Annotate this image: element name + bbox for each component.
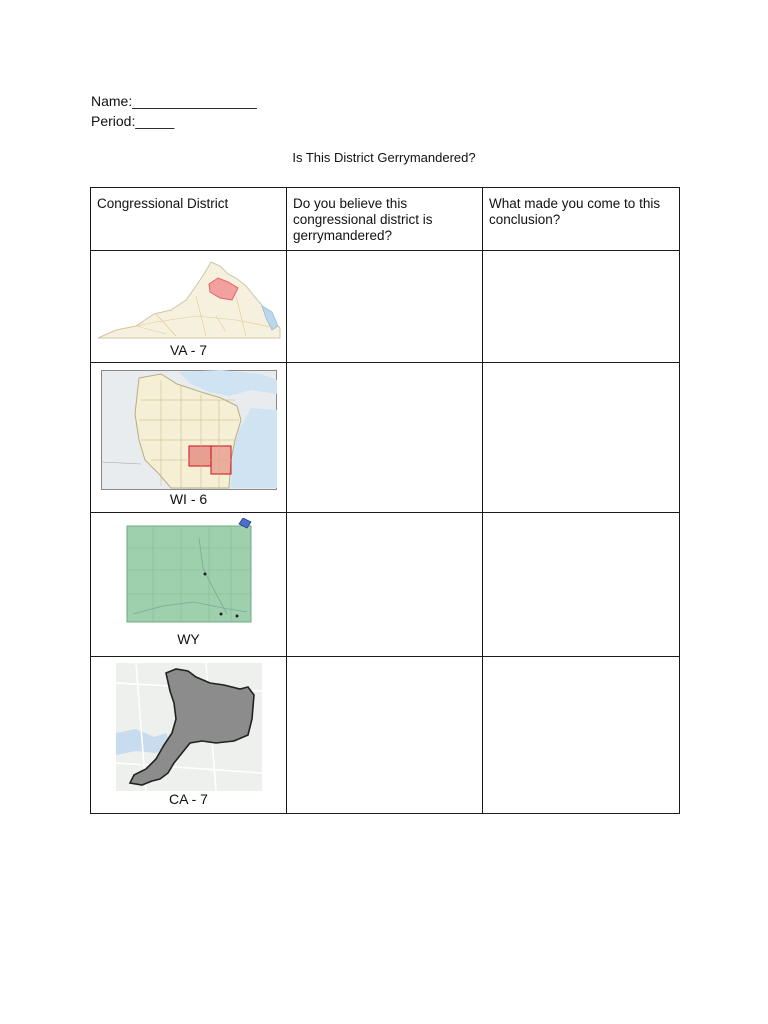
district-label: VA - 7 [169, 342, 208, 358]
answer-cell-conclusion[interactable] [483, 513, 680, 657]
table-header-row [91, 188, 680, 251]
wyoming-map-icon [123, 518, 257, 628]
district-cell-ca7 [91, 657, 287, 814]
answer-cell-conclusion[interactable] [483, 363, 680, 513]
answer-cell-conclusion[interactable] [483, 251, 680, 363]
table-row [91, 363, 680, 513]
worksheet-table [90, 187, 680, 814]
district-cell-va7 [91, 251, 287, 363]
table-row [91, 251, 680, 363]
column-header-conclusion: What made you come to this conclusion? [483, 188, 680, 251]
column-header-gerrymandered: Do you believe this congressional district is gerrymandered? [287, 188, 483, 251]
table-row [91, 657, 680, 814]
district-label: WY [177, 631, 200, 647]
answer-cell-gerrymandered[interactable] [287, 513, 483, 657]
answer-cell-gerrymandered[interactable] [287, 251, 483, 363]
answer-cell-gerrymandered[interactable] [287, 657, 483, 814]
virginia-map-icon [96, 256, 282, 342]
answer-cell-conclusion[interactable] [483, 657, 680, 814]
period-field-line: Period:_____ [91, 113, 175, 129]
district-cell-wi6 [91, 363, 287, 513]
district-label: WI - 6 [169, 491, 208, 507]
district-label: CA - 7 [169, 791, 208, 807]
column-header-district: Congressional District [91, 188, 287, 251]
worksheet-title: Is This District Gerrymandered? [292, 150, 476, 165]
california-map-icon [116, 663, 262, 791]
district-cell-wy [91, 513, 287, 657]
table-row [91, 513, 680, 657]
answer-cell-gerrymandered[interactable] [287, 363, 483, 513]
name-field-line: Name:________________ [91, 93, 257, 109]
wisconsin-map-icon [101, 370, 277, 490]
